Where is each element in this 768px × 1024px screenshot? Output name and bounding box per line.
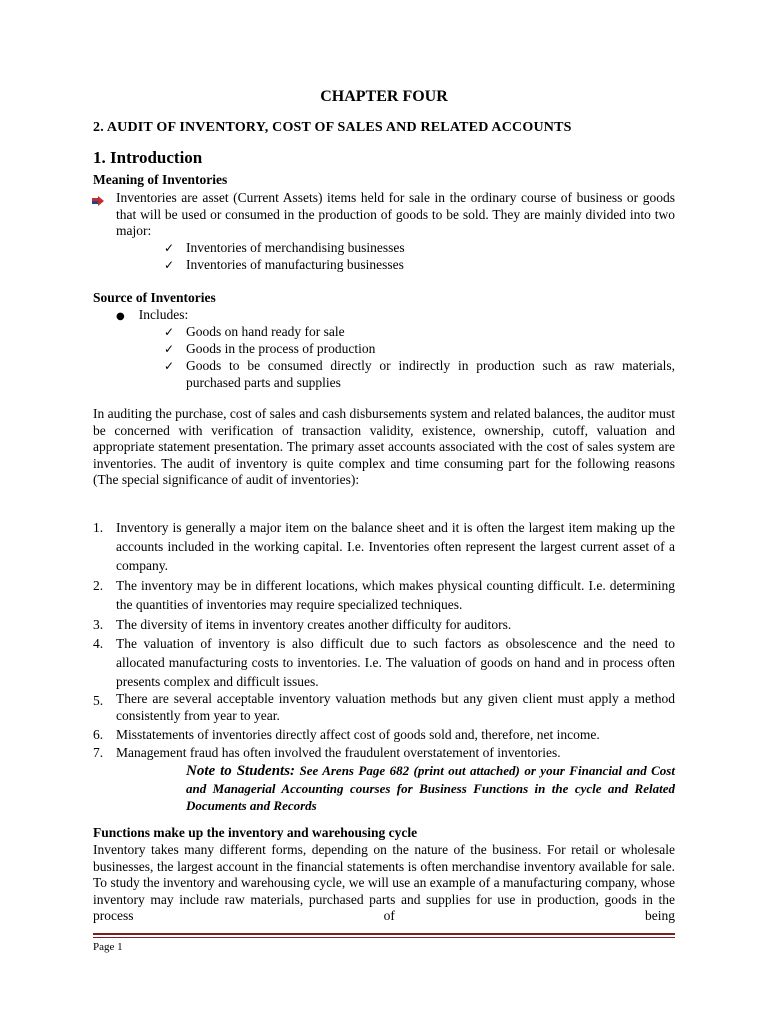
- bullet-dot-icon: ●: [116, 311, 125, 322]
- meaning-item: ✓ Inventories of merchandising businesses: [164, 240, 405, 255]
- list-item: 2. The inventory may be in different locations, which makes physical counting difficult. I.e. determining the quantities of inventories may require specialized techniques.: [93, 578, 675, 612]
- footer-rule: [93, 933, 675, 935]
- list-item: 3. The diversity of items in inventory creates another difficulty for auditors.: [93, 617, 512, 632]
- note-to-students: [186, 762, 675, 814]
- checkmark-icon: ✓: [164, 325, 175, 339]
- page-number: Page 1: [93, 941, 123, 953]
- checkmark-icon: ✓: [164, 342, 175, 356]
- source-item: ✓ Goods in the process of production: [164, 341, 376, 356]
- meaning-paragraph: Inventories are asset (Current Assets) items held for sale in the ordinary course of business or goods that will be used or consumed in the production of goods to be sold. They are mainly divided into two major:: [116, 190, 675, 238]
- source-heading: Source of Inventories: [93, 290, 216, 305]
- checkmark-icon: ✓: [164, 241, 175, 255]
- footer-rule: [93, 937, 675, 938]
- auditing-paragraph: In auditing the purchase, cost of sales and cash disbursements system and related balances, the auditor must be concerned with verification of transaction validity, existence, ownership, cutoff, valuation and appropriate statement presentation. The primary asset accounts associated with the cost of sales system are inventories. The audit of inventory is quite complex and time consuming part for the following reasons (The special significance of audit of inventories):: [93, 406, 675, 487]
- source-item: ✓ Goods on hand ready for sale: [164, 324, 345, 339]
- list-item: 6. Misstatements of inventories directly affect cost of goods sold and, therefore, net income.: [93, 727, 600, 742]
- section-title: 2. AUDIT OF INVENTORY, COST OF SALES AND RELATED ACCOUNTS: [93, 120, 572, 135]
- arrow-bullet-icon: [92, 196, 104, 206]
- list-item: 4. The valuation of inventory is also difficult due to such factors as obsolescence and the need to allocated manufacturing costs to inventories. I.e. The valuation of goods on hand and in process often presents complex and difficult issues.: [93, 636, 675, 689]
- checkmark-icon: ✓: [164, 359, 175, 373]
- meaning-heading: Meaning of Inventories: [93, 172, 228, 187]
- functions-paragraph: Inventory takes many different forms, depending on the nature of the business. For retail or wholesale businesses, the largest account in the financial statements is often merchandise inventory available for sale. To study the inventory and warehousing cycle, we will use an example of a manufacturing company, whose inventory may include raw materials, purchased parts and supplies for use in production, goods in the process of being: [93, 842, 675, 923]
- list-item: 1. Inventory is generally a major item on the balance sheet and it is often the largest item making up the accounts included in the working capital. I.e. Inventories often represent the largest current asset of a company.: [93, 520, 675, 573]
- source-item: ✓ Goods to be consumed directly or indirectly in production such as raw materials, purchased parts and supplies: [164, 358, 675, 390]
- functions-heading: Functions make up the inventory and warehousing cycle: [93, 825, 418, 840]
- note-lead: Note to Students:: [186, 763, 296, 779]
- meaning-item: ✓ Inventories of manufacturing businesses: [164, 257, 404, 272]
- source-includes: ● Includes:: [116, 307, 189, 322]
- list-item: 5. There are several acceptable inventory valuation methods but any given client must apply a method consistently from year to year.: [93, 691, 675, 723]
- note-text: See Arens Page 682 (print out attached) or your Financial and Cost and Managerial Accounting courses for Business Functions in the cycle and Related Documents and Records: [186, 763, 675, 813]
- intro-heading: 1. Introduction: [93, 148, 203, 167]
- chapter-title: CHAPTER FOUR: [320, 88, 448, 105]
- list-item: 7. Management fraud has often involved the fraudulent overstatement of inventories.: [93, 745, 561, 760]
- checkmark-icon: ✓: [164, 258, 175, 272]
